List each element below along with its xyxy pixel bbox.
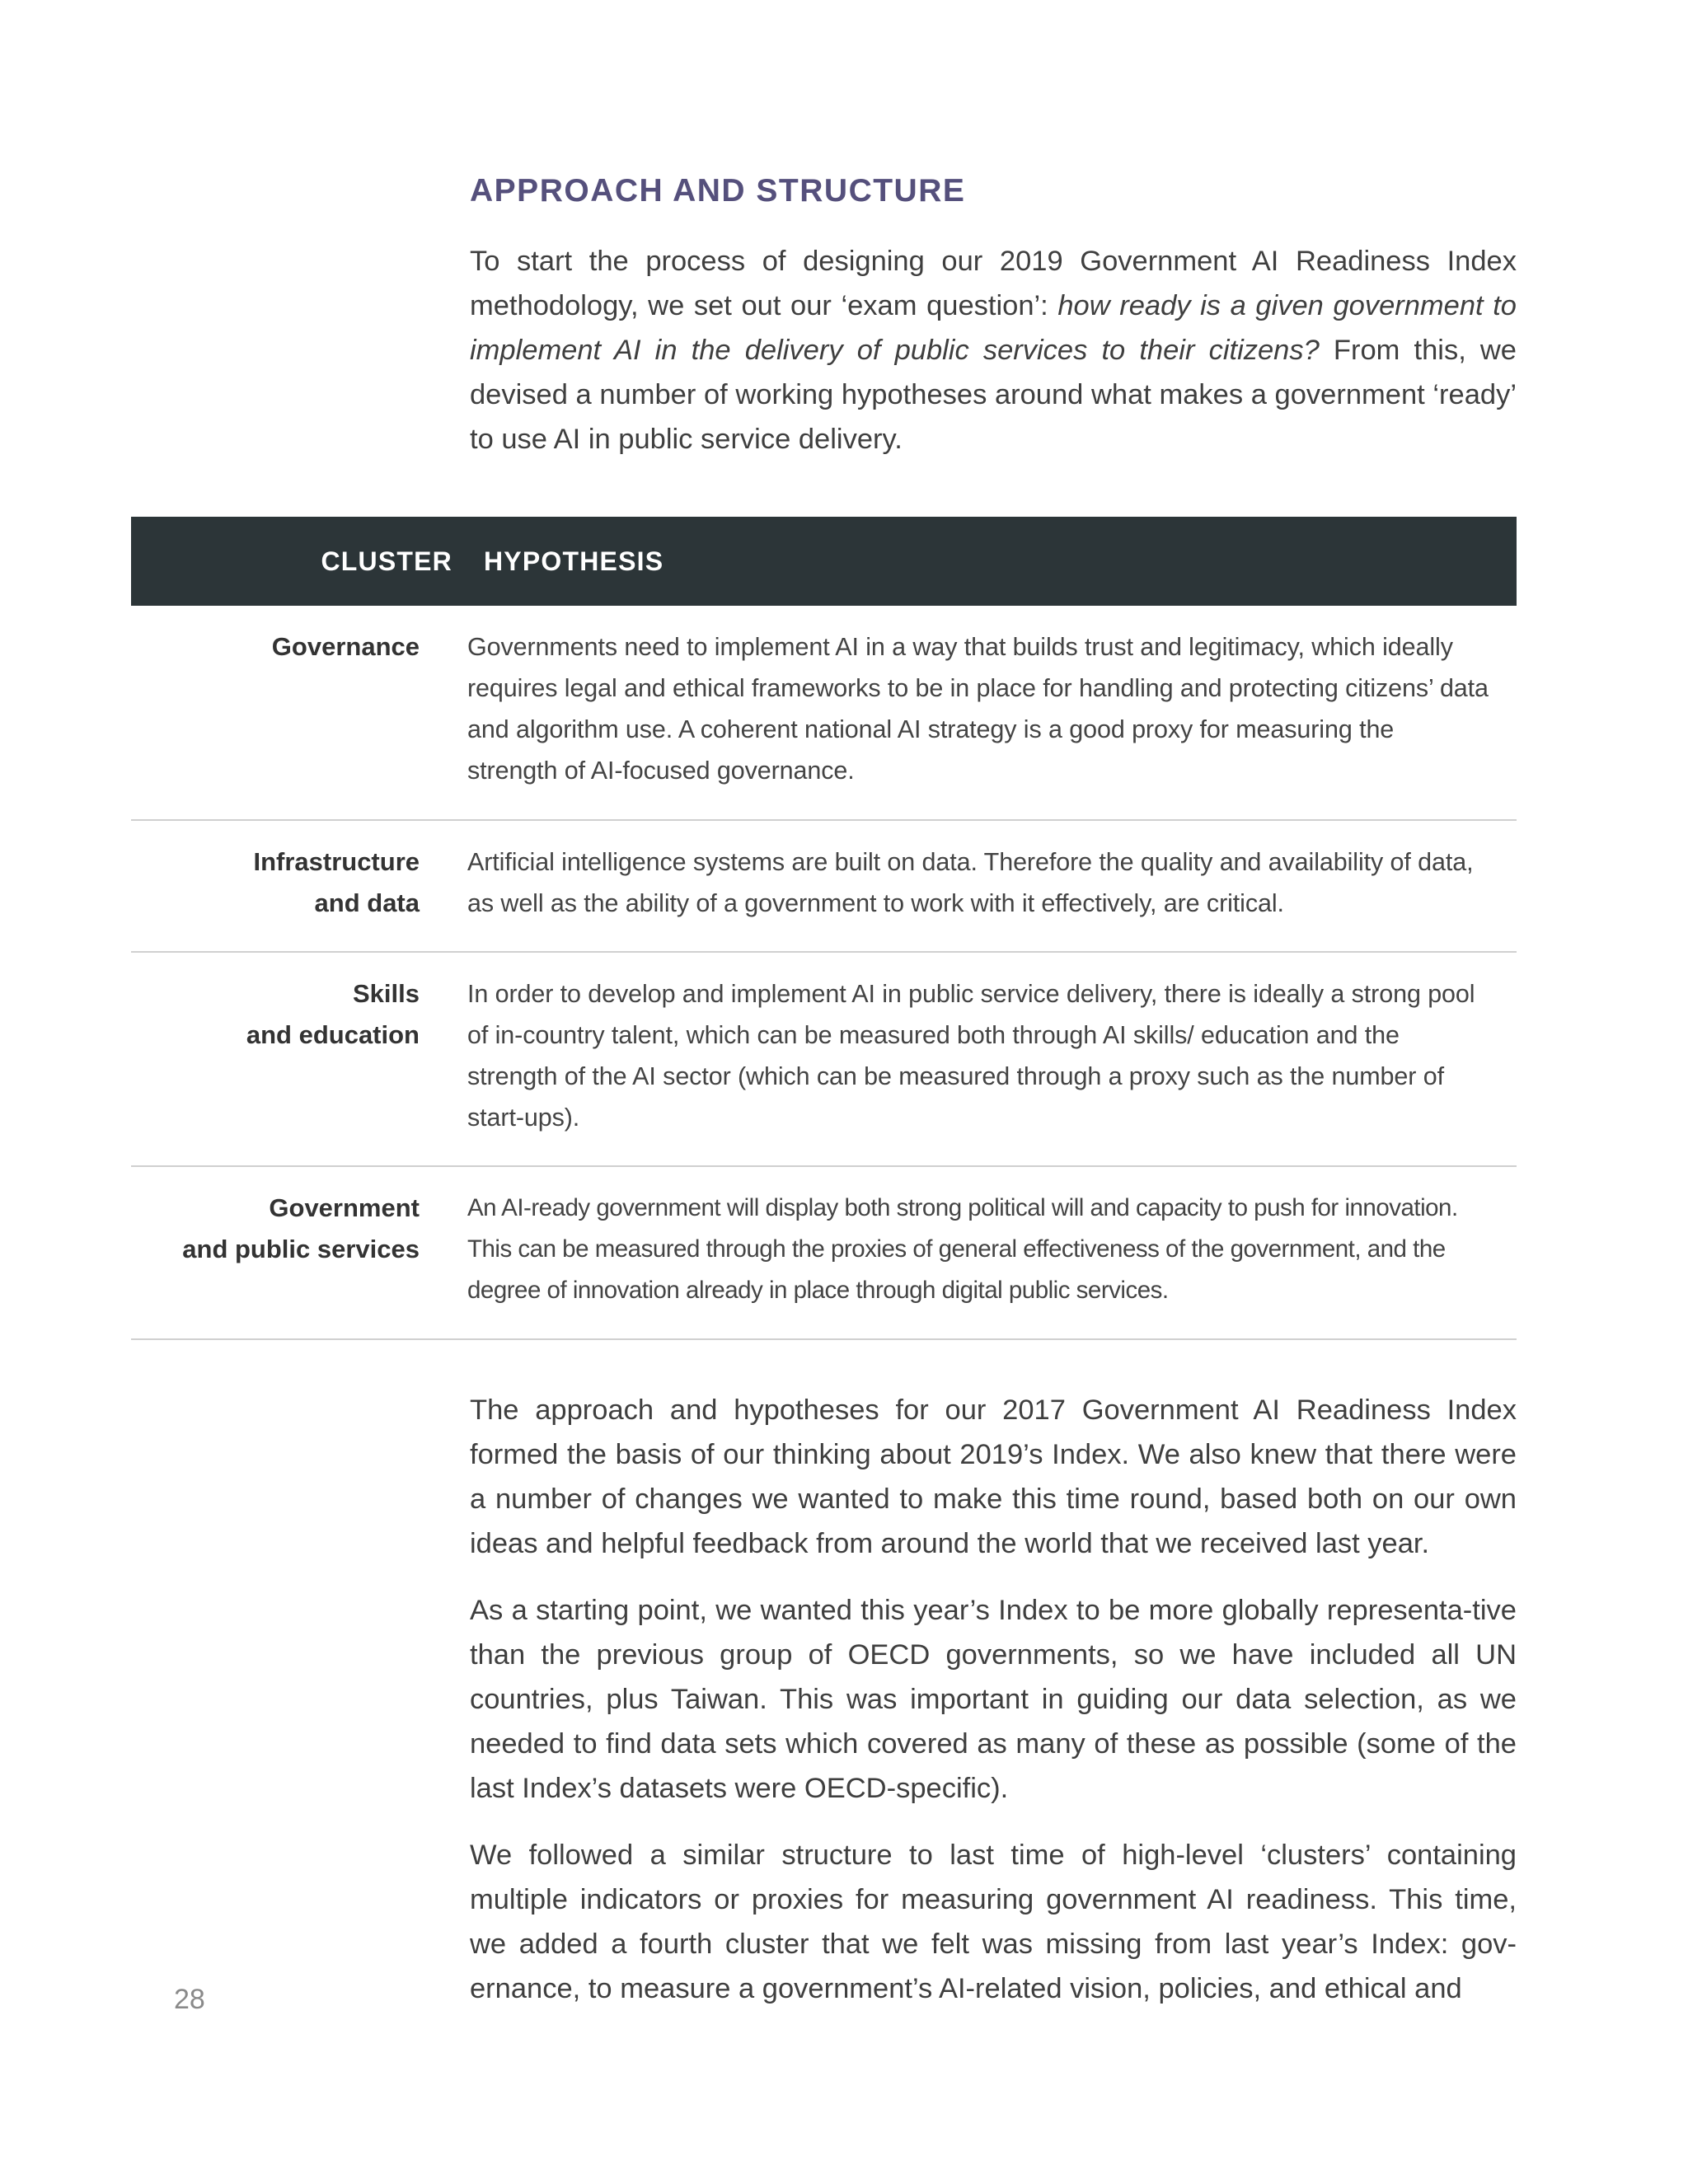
body-paragraph: As a starting point, we wanted this year’s Index to be more globally representa-tive than the previous group of OECD governments, so we have included all UN countries, plus Taiwan. This was important in guiding our data selection, as we needed to find data sets which covered as many of these as possible (some of the last Index’s datasets were OECD-specific). <box>470 1595 1517 1804</box>
body-paragraph: We followed a similar structure to last time of high-level ‘clusters’ containing multiple indicators or proxies for measuring government AI readiness. This time, we added a fourth cluster that we felt was missing from last year’s Index: gov-ernance, to measure a government’s AI-related vision, policies, and ethical and <box>470 1840 1517 2004</box>
hypothesis-table <box>131 517 1517 1340</box>
hypothesis-text: In order to develop and implement AI in public service delivery, there is ideally a strong pool of in-country talent, which can be measured both through AI skills/ education and the strength of the AI sector (which can be measured through a proxy such as the number of start-ups). <box>467 980 1475 1132</box>
hypothesis-text: An AI-ready government will display both strong political will and capacity to push for innovation. This can be measured through the proxies of general effectiveness of the government, and the degree of innovation already in place through digital public services. <box>467 1194 1458 1304</box>
cluster-name: Government and public services <box>182 1193 420 1263</box>
exam-question: how ready is a given government to implement AI in the delivery of public services to their citizens? <box>470 290 1517 366</box>
body-paragraph: The approach and hypotheses for our 2017 Government AI Readiness Index formed the basis of our thinking about 2019’s Index. We also knew that there were a number of changes we wanted to make this time round, based both on our own ideas and helpful feedback from around the world that we received last year. <box>470 1394 1517 1559</box>
intro-text-start: To start the process of designing our 2019 Government AI Readiness Index methodology, we set out our ‘exam question’: <box>470 246 1517 321</box>
column-header-cluster: CLUSTER <box>321 546 452 576</box>
column-header-hypothesis: HYPOTHESIS <box>484 546 664 576</box>
page-number: 28 <box>174 1984 205 2015</box>
table-row <box>131 821 1517 953</box>
hypothesis-text: Governments need to implement AI in a way that builds trust and legitimacy, which ideally requires legal and ethical frameworks to be in place for handling and protecting citizens’ data and algorithm use. A coherent national AI strategy is a good proxy for measuring the strength of AI-focused governance. <box>467 633 1489 785</box>
intro-text-end: From this, we devised a number of working hypotheses around what makes a government ‘ready’ to use AI in public service delivery. <box>470 335 1517 455</box>
table-row <box>131 606 1517 821</box>
cluster-name: Skills and education <box>246 979 420 1049</box>
hypothesis-text: Artificial intelligence systems are built on data. Therefore the quality and availability of data, as well as the ability of a government to work with it effectively, are critical. <box>467 848 1474 917</box>
table-header <box>131 517 1517 606</box>
section-title: APPROACH AND STRUCTURE <box>470 173 966 209</box>
table-row <box>131 1167 1517 1340</box>
cluster-name: Governance <box>271 632 420 661</box>
table-row <box>131 953 1517 1167</box>
cluster-name: Infrastructure and data <box>253 847 420 917</box>
intro-paragraph <box>470 239 1517 462</box>
body-text <box>470 1388 1517 2033</box>
